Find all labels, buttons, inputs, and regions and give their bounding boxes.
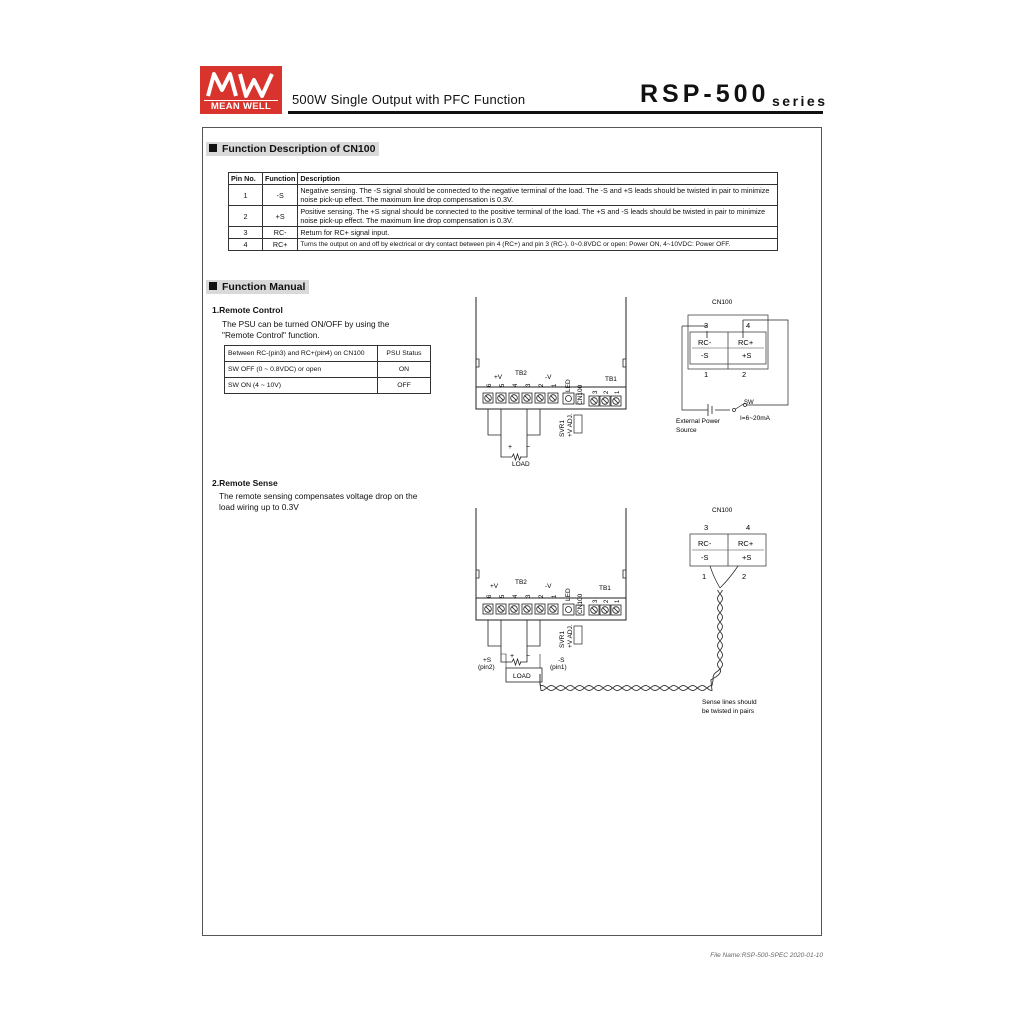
pin-cell: 2 [229, 206, 263, 227]
function-cell: RC+ [263, 239, 298, 251]
remote-sense-text-2: load wiring up to 0.3V [219, 502, 299, 512]
twist-note-2: be twisted in pairs [702, 708, 755, 715]
ext-power-label-2: Source [676, 427, 697, 434]
tb2-pin-3: 3 [526, 594, 532, 598]
rc-plus-label: RC+ [738, 539, 754, 548]
logo-text: MEAN WELL [204, 100, 278, 113]
page-subtitle: 500W Single Output with PFC Function [292, 92, 526, 107]
col-pin: Pin No. [229, 173, 263, 185]
s-minus-label: -S [701, 351, 709, 360]
model-title: RSP-500 [640, 80, 770, 108]
load-label: LOAD [512, 461, 530, 468]
pin2-label: 2 [742, 370, 747, 379]
led-label: LED [565, 588, 572, 601]
s-minus-label: -S [701, 553, 709, 562]
status-cell: ON [378, 362, 431, 378]
cn100-connector-icon [574, 415, 582, 433]
remote-sense-text-1: The remote sensing compensates voltage drop on the [219, 491, 418, 501]
tb2-pin-2: 2 [539, 594, 545, 598]
pin4-label: 4 [746, 321, 751, 330]
sense-plus-pin-label: (pin2) [478, 664, 495, 671]
tb2-pin-4: 4 [513, 594, 519, 598]
pin-cell: 4 [229, 239, 263, 251]
tb2-pin-4: 4 [513, 383, 519, 387]
tb2-pin-6: 6 [487, 594, 493, 598]
section-title-text: Function Manual [222, 281, 306, 293]
desc-cell: Negative sensing. The -S signal should be connected to the negative terminal of the load. The -S and +S leads should be twisted in pair to minimize noise pick-up effect. The maximum line drop compensation is 0.3V. [298, 185, 778, 206]
tb2-pin-5: 5 [500, 594, 506, 598]
vadj-label: +V ADJ. [567, 413, 574, 437]
svr1-label: SVR1 [559, 631, 566, 648]
desc-cell: Positive sensing. The +S signal should be connected to the positive terminal of the load. The +S and -S leads should be twisted in pair to minimize noise pick-up effect. The maximum line drop compensation is 0.3V. [298, 206, 778, 227]
load-minus: − [526, 444, 531, 451]
tb2-pin-5: 5 [500, 383, 506, 387]
tb2-label: TB2 [515, 579, 527, 586]
plus-v-label: +V [490, 583, 499, 590]
ext-power-label-1: External Power [676, 418, 721, 425]
function-cell: -S [263, 185, 298, 206]
plus-v-label: +V [494, 374, 503, 381]
led-label: LED [565, 379, 572, 392]
sense-minus-label: -S [558, 657, 565, 664]
pin1-label: 1 [702, 572, 707, 581]
tb2-pin-6: 6 [487, 383, 493, 387]
cn100-box-remote-control [676, 299, 788, 434]
psu-diagram-remote-sense [476, 508, 626, 682]
battery-icon [708, 404, 712, 416]
tb2-screw-terminals [483, 393, 558, 403]
header-cell: Between RC-(pin3) and RC+(pin4) on CN100 [225, 346, 378, 362]
current-label: I=6~20mA [740, 415, 770, 422]
tb2-label: TB2 [515, 370, 527, 377]
condition-cell: SW OFF (0 ~ 0.8VDC) or open [225, 362, 378, 378]
tb2-screw-terminals [483, 604, 558, 614]
sense-plus-label: +S [483, 657, 492, 664]
minus-v-label: -V [545, 583, 552, 590]
remote-control-heading: 1.Remote Control [212, 305, 283, 315]
minus-v-label: -V [545, 374, 552, 381]
psu-diagram-remote-control [476, 297, 626, 468]
tb1-pin-2: 2 [604, 599, 610, 603]
remote-control-text-1: The PSU can be turned ON/OFF by using the [222, 319, 390, 329]
tb1-pin-3: 3 [593, 599, 599, 603]
desc-cell: Return for RC+ signal input. [298, 227, 778, 239]
cn100-connector-icon [574, 626, 582, 644]
tb2-pin-1: 1 [552, 594, 558, 598]
load-plus: + [508, 444, 513, 451]
svr1-label: SVR1 [559, 420, 566, 437]
function-cell: +S [263, 206, 298, 227]
function-cell: RC- [263, 227, 298, 239]
sw-label: SW [744, 400, 754, 406]
rc-minus-label: RC- [698, 539, 712, 548]
tb1-pin-1: 1 [615, 390, 621, 394]
remote-sense-heading: 2.Remote Sense [212, 478, 278, 488]
cn100-label: CN100 [577, 593, 584, 614]
load-wiring [488, 409, 540, 457]
file-footer: File Name:RSP-500-SPEC 2020-01-10 [710, 952, 823, 959]
cn100-label: CN100 [577, 384, 584, 405]
col-description: Description [298, 173, 778, 185]
tb2-pin-2: 2 [539, 383, 545, 387]
s-plus-label: +S [742, 553, 752, 562]
twist-note-1: Sense lines should [702, 699, 757, 706]
sense-minus-pin-label: (pin1) [550, 664, 567, 671]
load-resistor-icon [512, 454, 521, 460]
pin4-label: 4 [746, 523, 751, 532]
load-plus: + [510, 653, 515, 660]
tb2-pin-numbers [487, 383, 621, 394]
load-label: LOAD [513, 673, 531, 680]
pin2-label: 2 [742, 572, 747, 581]
tb2-pin-1: 1 [552, 383, 558, 387]
col-function: Function [263, 173, 298, 185]
tb1-label: TB1 [605, 376, 617, 383]
condition-cell: SW ON (4 ~ 10V) [225, 378, 378, 394]
pin1-label: 1 [704, 370, 709, 379]
tb1-pin-1: 1 [615, 599, 621, 603]
remote-control-text-2: "Remote Control" function. [222, 330, 320, 340]
rc-minus-label: RC- [698, 338, 712, 347]
cn100-box-remote-sense [690, 507, 766, 715]
s-plus-label: +S [742, 351, 752, 360]
header-cell: PSU Status [378, 346, 431, 362]
tb1-screw-terminals [589, 396, 621, 406]
tb1-pin-2: 2 [604, 390, 610, 394]
pin3-label: 3 [704, 523, 709, 532]
pin-cell: 1 [229, 185, 263, 206]
status-cell: OFF [378, 378, 431, 394]
pin-cell: 3 [229, 227, 263, 239]
tb1-label: TB1 [599, 585, 611, 592]
tb1-screw-terminals [589, 605, 621, 615]
tb2-pin-3: 3 [526, 383, 532, 387]
pin3-label: 3 [704, 321, 709, 330]
rc-wiring [682, 320, 743, 410]
section-title-text: Function Description of CN100 [222, 143, 376, 155]
cn100-title: CN100 [712, 299, 733, 306]
series-label: series [772, 93, 828, 109]
desc-cell: Turns the output on and off by electrical or dry contact between pin 4 (RC+) and pin 3 (RC-). 0~0.8VDC or open: Power ON, 4~10VDC: Power OFF. [298, 239, 778, 251]
cn100-title: CN100 [712, 507, 733, 514]
load-minus: − [526, 653, 531, 660]
vadj-label: +V ADJ. [567, 624, 574, 648]
rc-plus-label: RC+ [738, 338, 754, 347]
tb1-pin-3: 3 [593, 390, 599, 394]
